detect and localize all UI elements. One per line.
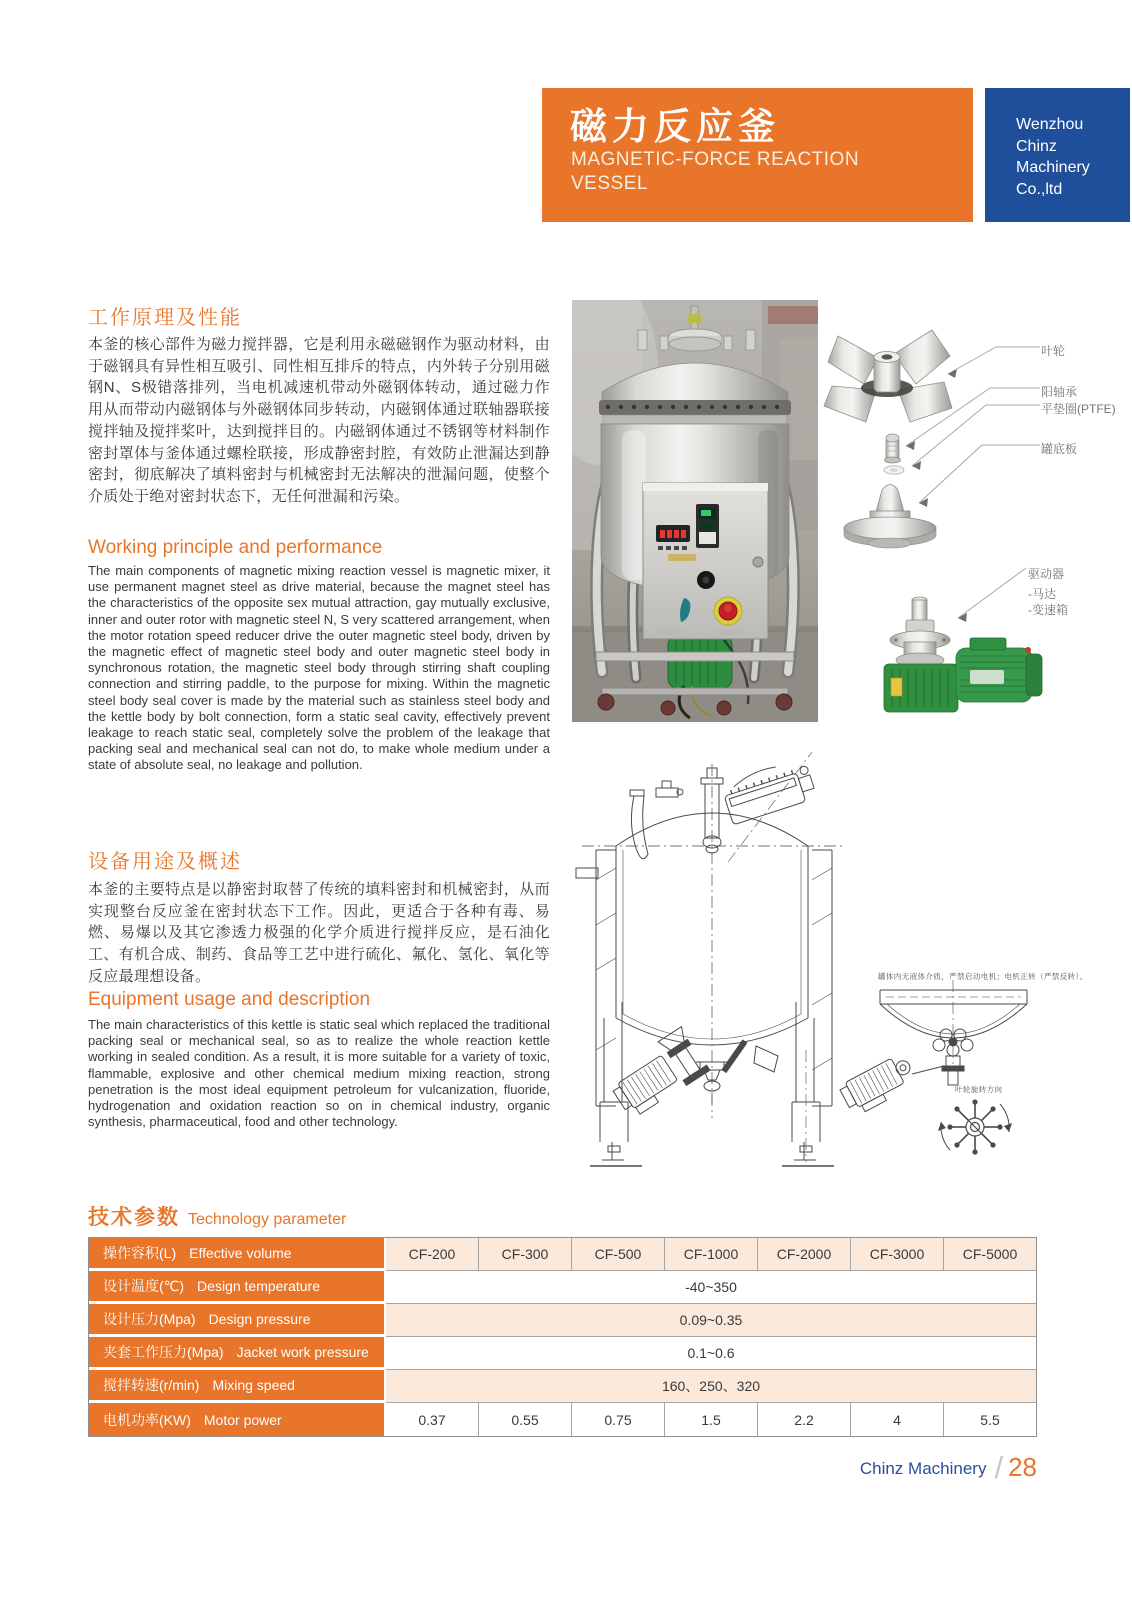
components-panel [820,300,1132,722]
company-banner [985,88,1130,222]
model-cell: CF-300 [478,1238,571,1270]
parameters-heading-cn: 技术参数 [88,1206,180,1229]
footer-brand: Chinz Machinery [859,1459,987,1478]
company-line: Chinz [1016,137,1057,155]
motor-power-cell: 4 [850,1403,943,1436]
model-cell: CF-200 [386,1238,478,1270]
page-footer [600,1450,1037,1486]
paragraph-equipment-usage-en: The main characteristics of this kettle is static seal which replaced the traditional packing seal or mechanical seal, so as to realize the whole reaction kettle working in sealed condition. As a result, it is more suitable for a variety of toxic, flammable, explosive and other chemical medium mixing reaction, strong penetration is the most ideal equipment petroleum for vulcanization, fluoride, hydrogenation and oxidation reaction so on in chemical industry, organic synthesis, pharmaceutical, food and other technology. [88,1017,550,1130]
value-design-temperature: -40~350 [685,1279,737,1295]
motor-power-cell: 0.55 [478,1403,571,1436]
motor-power-cell: 0.75 [571,1403,664,1436]
drawing-warning-note: 罐体内无液体介质，严禁启动电机；电机正转（严禁反转）。 [878,972,1088,981]
motor-power-cell: 5.5 [943,1403,1036,1436]
impeller-rotation-sketch [938,1099,1012,1154]
part-label-gearbox: -变速箱 [1028,603,1068,617]
components-illustration [820,300,1132,722]
row-header-effective-volume: 操作容积(L) Effective volume [89,1238,386,1271]
paragraph-working-principle-en: The main components of magnetic mixing reaction vessel is magnetic mixer, it use permanent magnet steel as drive material, because the magnet steel has the characteristics of the opposite sex mutual attraction, gay mutually exclusive, inner and outer rotor with magnetic steel N, S very scattered arrangement, when the motor rotation speed reducer drive the outer magnetic steel body, driven by the magnetic effect of magnetic steel body and outer magnetic steel body in synchronous rotation, the magnetic steel body through stirring shaft coupling connection and stirring paddle, to the purpose for mixing. Within the magnetic steel body seal cover is made by the material such as stainless steel body and the kettle body by bolt connection, form a static seal cavity, effectively prevent leakage to reach static seal, completely solve the problem of the leakage that packing seal and mechanical seal can not do, to make whole medium under a state of absolute seal, no leakage and pollution. [88,563,550,773]
part-label-motor: -马达 [1028,587,1056,601]
table-row-motor-power [89,1403,1036,1436]
model-cell: CF-2000 [757,1238,850,1270]
model-cell: CF-1000 [664,1238,757,1270]
product-title-en [571,148,859,196]
paragraph-working-principle-cn: 本釜的核心部件为磁力搅拌器，它是利用永磁磁钢作为驱动材料，由于磁钢具有异性相互吸引、同性相互排斥的特点，内外转子分别用磁钢N、S极错落排列，当电机减速机带动外磁钢体转动，通过磁力作用从而带动内磁钢体与外磁钢体同步转动，内磁钢体通过联轴器联接搅拌轴及搅拌桨叶，达到搅拌目的。内磁钢体通过不锈钢等材料制作密封罩体与釜体通过螺栓联接，形成静密封腔，有效防止泄漏达到静密封，彻底解决了填料密封与机械密封无法解决的泄漏问题，使整个介质处于绝对密封状态下，无任何泄漏和污染。 [88,336,550,505]
vessel-photo-illustration [572,300,818,722]
part-label-bottom-plate: 罐底板 [1041,442,1078,456]
row-header-motor-power: 电机功率(KW) Motor power [89,1403,386,1436]
motor-power-cell: 0.37 [386,1403,478,1436]
tank-front-view [576,752,844,1166]
impeller-part [824,330,952,422]
rotation-direction-label: 叶轮旋转方向 [955,1085,1003,1094]
company-line: Machinery [1016,159,1090,176]
motor-power-cell: 1.5 [664,1403,757,1436]
model-cell: CF-5000 [943,1238,1036,1270]
company-line: Wenzhou [1016,116,1084,133]
model-cell: CF-3000 [850,1238,943,1270]
value-jacket-pressure: 0.1~0.6 [687,1345,735,1361]
table-row-jacket-pressure [89,1337,1036,1370]
parameters-heading [88,1201,346,1231]
company-name [1016,114,1090,200]
product-title-en-line2: VESSEL [571,173,648,194]
footer-slash: / [994,1450,1004,1485]
vessel-photo [572,300,818,722]
table-row-mixing-speed [89,1370,1036,1403]
product-title-banner [542,88,973,222]
row-header-jacket-pressure: 夹套工作压力(Mpa) Jacket work pressure [89,1337,386,1370]
part-label-driver: 驱动器 [1028,567,1065,581]
section-heading-working-principle-cn: 工作原理及性能 [88,307,242,329]
bearing-part [885,434,901,463]
part-label-bearing: 阳轴承 [1041,385,1078,399]
model-cell: CF-500 [571,1238,664,1270]
technical-drawing [560,750,1132,1172]
value-mixing-speed: 160、250、320 [661,1378,761,1394]
company-line: Co.,ltd [1016,180,1063,198]
parameters-heading-en: Technology parameter [188,1211,347,1228]
row-header-mixing-speed: 搅拌转速(r/min) Mixing speed [89,1370,386,1403]
footer-page-number: 28 [1008,1452,1037,1482]
parameters-table [88,1237,1037,1437]
product-title-en-line1: MAGNETIC-FORCE REACTION [571,149,860,170]
washer-part [884,466,904,474]
paragraph-equipment-usage-cn: 本釜的主要特点是以静密封取替了传统的填料密封和机械密封，从而实现整台反应釜在密封状态下工作。因此，更适合于各种有毒、易燃、易爆以及其它渗透力极强的化学介质进行搅拌反应，是石油化工、有机合成、制药、食品等工艺中进行硫化、氟化、氢化、氧化等反应最理想设备。 [88,881,550,985]
table-row-design-pressure [89,1304,1036,1337]
section-heading-equipment-usage-cn: 设备用途及概述 [88,851,242,873]
row-header-design-pressure: 设计压力(Mpa) Design pressure [89,1304,386,1337]
motor-power-cell: 2.2 [757,1403,850,1436]
part-label-impeller: 叶轮 [1041,344,1066,358]
row-header-design-temperature: 设计温度(℃) Design temperature [89,1271,386,1304]
product-title-cn: 磁力反应釜 [570,106,780,147]
section-heading-working-principle-en: Working principle and performance [88,537,383,558]
technical-drawing-illustration [560,750,1132,1172]
value-design-pressure: 0.09~0.35 [679,1312,743,1328]
section-heading-equipment-usage-en: Equipment usage and description [88,989,371,1010]
bottom-plate-part [844,485,936,549]
table-row-models [89,1238,1036,1271]
bottom-head-detail-view [838,980,1027,1117]
part-label-washer: 平垫圈(PTFE) [1041,402,1116,416]
table-row-design-temperature [89,1271,1036,1304]
